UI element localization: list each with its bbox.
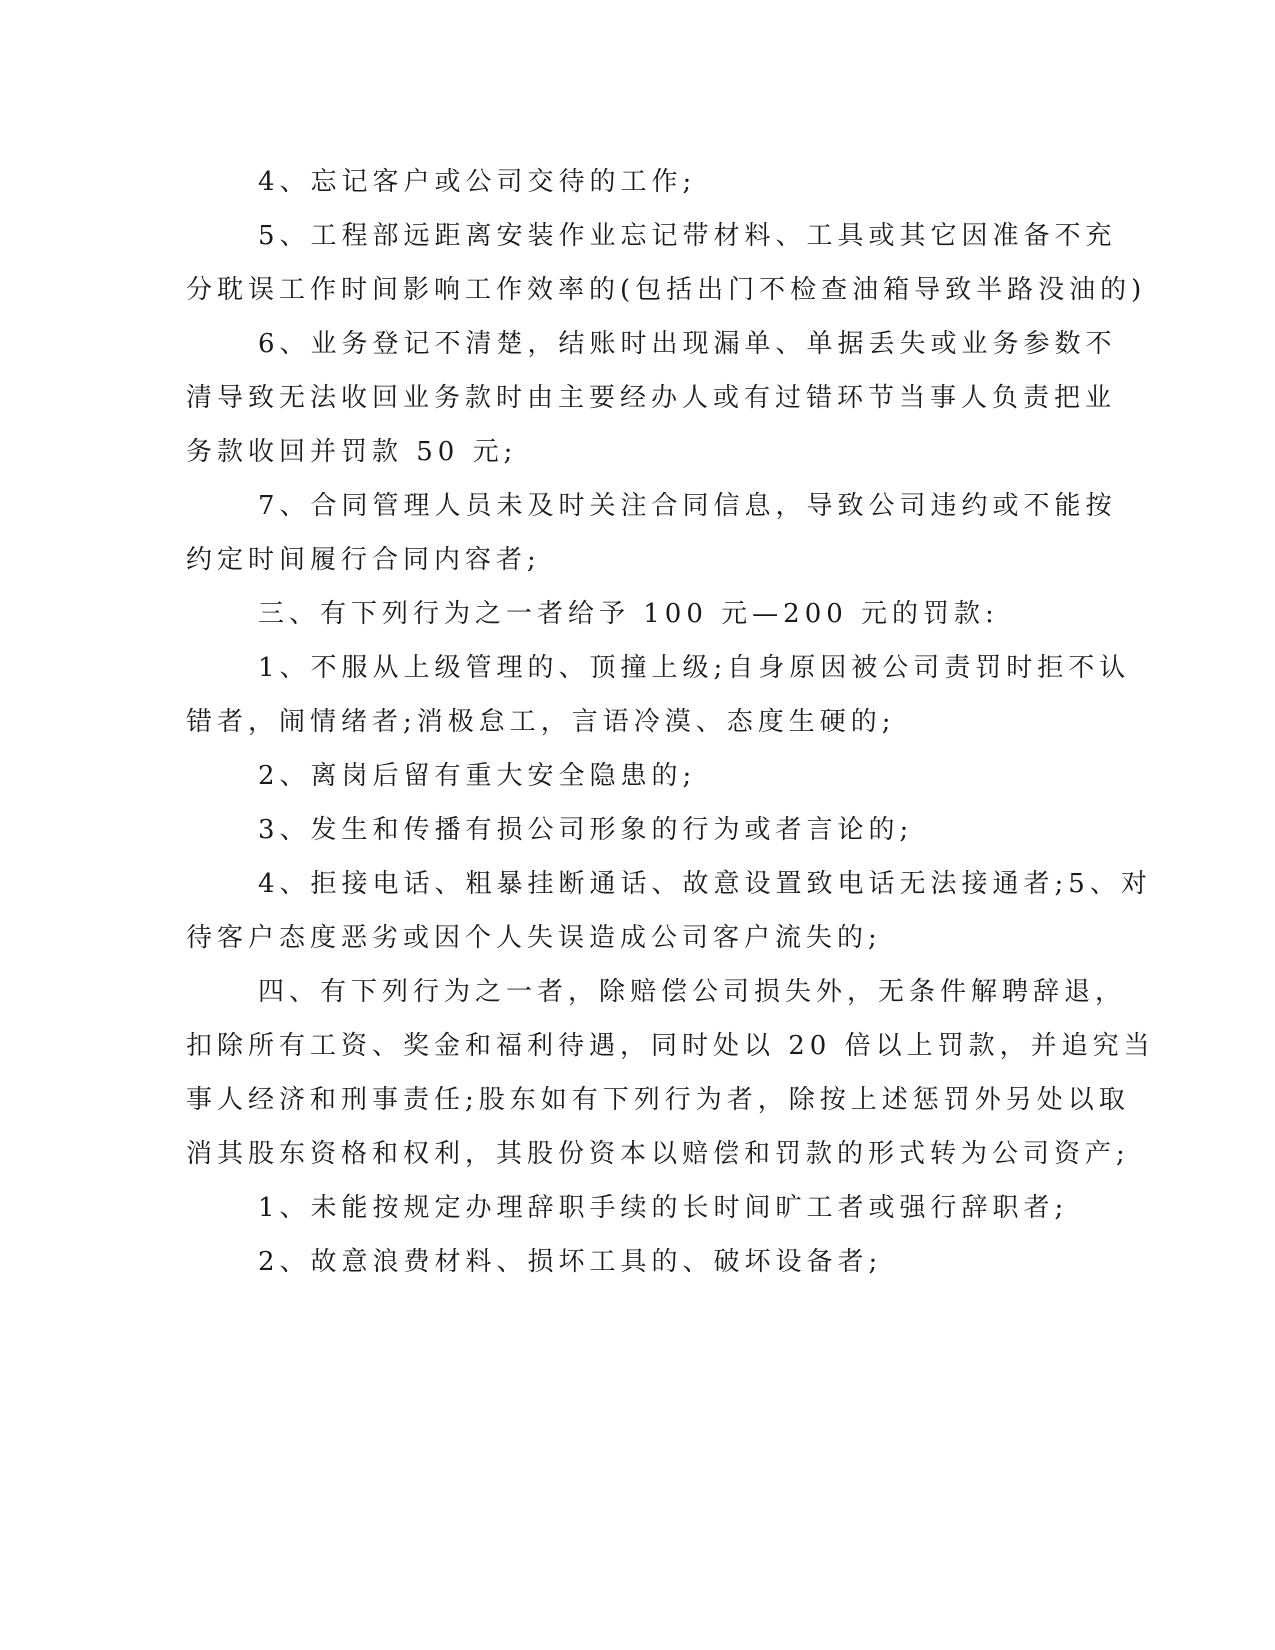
document-body [186,155,1155,1289]
text-line: 消其股东资格和权利，其股份资本以赔偿和罚款的形式转为公司资产; [186,1139,1130,1169]
text-line: 务款收回并罚款 50 元; [186,437,518,467]
section-heading: 四、有下列行为之一者，除赔偿公司损失外，无条件解聘辞退， [258,977,1127,1007]
text-line: 扣除所有工资、奖金和福利待遇，同时处以 20 倍以上罚款，并追究当 [186,1031,1155,1061]
text-line: 7、合同管理人员未及时关注合同信息，导致公司违约或不能按 [258,491,1117,521]
text-line: 3、发生和传播有损公司形象的行为或者言论的; [258,815,914,845]
text-line: 4、忘记客户或公司交待的工作; [258,167,697,197]
text-line: 清导致无法收回业务款时由主要经办人或有过错环节当事人负责把业 [186,383,1117,413]
text-line: 待客户态度恶劣或因个人失误造成公司客户流失的; [186,923,882,953]
text-line: 2、离岗后留有重大安全隐患的; [258,761,697,791]
text-line: 1、不服从上级管理的、顶撞上级;自身原因被公司责罚时拒不认 [258,653,1131,683]
text-line: 事人经济和刑事责任;股东如有下列行为者，除按上述惩罚外另处以取 [186,1085,1130,1115]
text-line: 错者，闹情绪者;消极怠工，言语冷漠、态度生硬的; [186,707,896,737]
text-line: 5、工程部远距离安装作业忘记带材料、工具或其它因准备不充 [258,221,1117,251]
section-heading: 三、有下列行为之一者给予 100 元—200 元的罚款: [258,599,999,629]
text-line: 约定时间履行合同内容者; [186,545,541,575]
text-line: 1、未能按规定办理辞职手续的长时间旷工者或强行辞职者; [258,1193,1069,1223]
text-line: 6、业务登记不清楚，结账时出现漏单、单据丢失或业务参数不 [258,329,1117,359]
text-line: 分耽误工作时间影响工作效率的(包括出门不检查油箱导致半路没油的) [186,275,1147,305]
text-line: 4、拒接电话、粗暴挂断通话、故意设置致电话无法接通者;5、对 [258,869,1152,899]
text-line: 2、故意浪费材料、损坏工具的、破坏设备者; [258,1247,883,1277]
